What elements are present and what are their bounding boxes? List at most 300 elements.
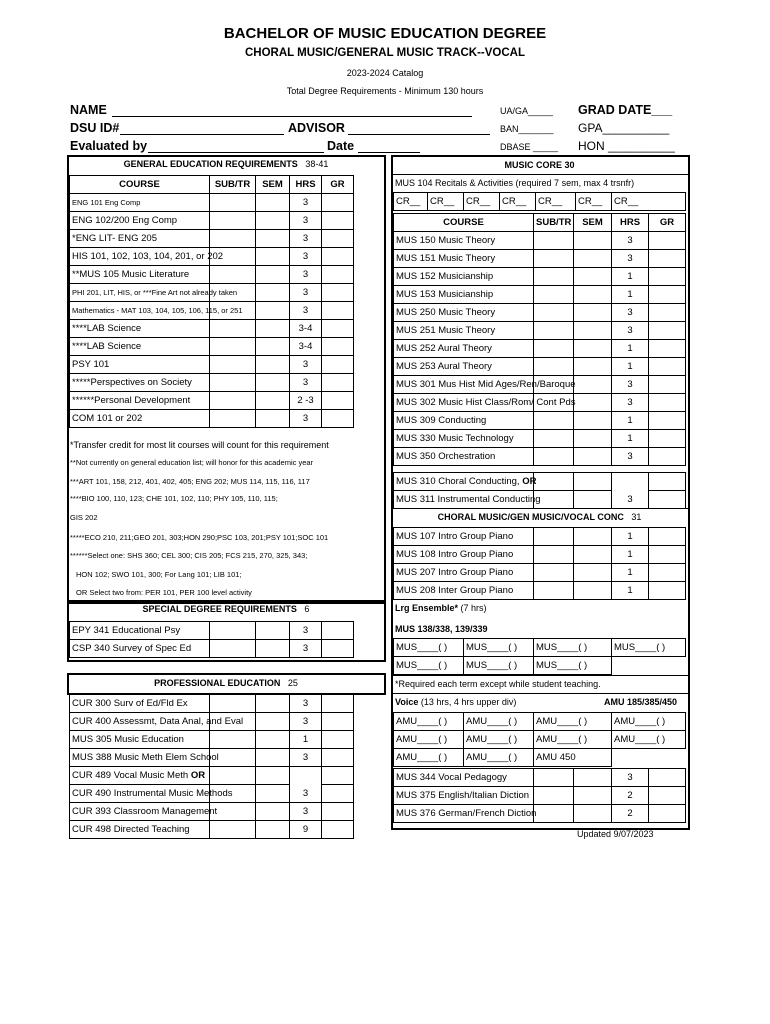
table-row — [70, 622, 354, 640]
col-subtr: SUB/TR — [210, 176, 256, 194]
sem-cell[interactable] — [256, 338, 290, 356]
sem-cell[interactable] — [256, 767, 290, 785]
table-row — [70, 785, 354, 803]
or-text: OR — [190, 770, 206, 781]
sem-cell[interactable] — [574, 491, 612, 509]
subtr-cell[interactable] — [210, 392, 256, 410]
sem-cell[interactable] — [256, 320, 290, 338]
gr-cell[interactable] — [649, 358, 686, 376]
ensemble-courses: MUS 138/338, 139/339 — [395, 624, 488, 634]
table-row — [394, 304, 686, 322]
gr-cell[interactable] — [322, 695, 354, 713]
gr-cell[interactable] — [322, 356, 354, 374]
course-cell: ENG 102/200 Eng Comp — [70, 212, 210, 230]
footnote: OR Select two from: PER 101, PER 100 level activity — [76, 588, 252, 597]
hon-label: HON — [578, 139, 605, 153]
hrs-cell: 1 — [612, 412, 649, 430]
subtr-cell[interactable] — [534, 358, 574, 376]
gr-cell[interactable] — [649, 232, 686, 250]
subtr-cell[interactable] — [210, 230, 256, 248]
sem-cell[interactable] — [256, 640, 290, 658]
course-cell: *ENG LIT- ENG 205 — [70, 230, 210, 248]
course-cell: MUS 330 Music Technology — [394, 430, 534, 448]
subtr-cell[interactable] — [534, 564, 574, 582]
gr-cell[interactable] — [322, 767, 354, 785]
hrs-cell: 3 — [290, 248, 322, 266]
sem-cell[interactable] — [256, 410, 290, 428]
gr-cell[interactable] — [649, 286, 686, 304]
course-cell: MUS 250 Music Theory — [394, 304, 534, 322]
table-row — [70, 374, 354, 392]
subtr-cell[interactable] — [534, 582, 574, 600]
table-row — [394, 376, 686, 394]
prof-title-text: PROFESSIONAL EDUCATION — [154, 678, 281, 688]
dsu-label: DSU ID# — [70, 121, 120, 135]
piano-table — [393, 527, 686, 600]
amu-entry[interactable]: AMU____( ) — [534, 713, 612, 731]
subtr-cell[interactable] — [534, 412, 574, 430]
sem-cell[interactable] — [574, 564, 612, 582]
pedagogy-table — [393, 768, 686, 823]
col-sem: SEM — [574, 214, 612, 232]
amu-entry[interactable]: AMU 450 — [534, 749, 612, 767]
subtr-cell[interactable] — [210, 374, 256, 392]
sem-cell[interactable] — [574, 268, 612, 286]
gr-cell[interactable] — [322, 374, 354, 392]
footnote: GIS 202 — [70, 513, 98, 522]
table-row — [394, 787, 686, 805]
amu-entry[interactable]: AMU____( ) — [464, 731, 534, 749]
gr-cell[interactable] — [649, 473, 686, 491]
course-cell: ******Personal Development — [70, 392, 210, 410]
table-row — [70, 338, 354, 356]
sem-cell[interactable] — [256, 248, 290, 266]
hrs-cell: 3 — [290, 212, 322, 230]
sem-cell[interactable] — [574, 787, 612, 805]
table-row — [70, 767, 354, 785]
subtr-cell[interactable] — [534, 322, 574, 340]
special-title-text: SPECIAL DEGREE REQUIREMENTS — [142, 604, 297, 614]
subtr-cell[interactable] — [534, 769, 574, 787]
gr-cell[interactable] — [322, 640, 354, 658]
gr-cell[interactable] — [649, 430, 686, 448]
course-cell — [70, 767, 210, 785]
gr-cell[interactable] — [649, 448, 686, 466]
subtr-cell[interactable] — [534, 232, 574, 250]
cr-cell[interactable]: CR__ — [464, 193, 500, 211]
sem-cell[interactable] — [256, 749, 290, 767]
sem-cell[interactable] — [574, 805, 612, 823]
hrs-cell: 1 — [612, 430, 649, 448]
sem-cell[interactable] — [256, 622, 290, 640]
subtr-cell[interactable] — [534, 473, 574, 491]
subtr-cell[interactable] — [210, 266, 256, 284]
advisor-line — [348, 134, 490, 135]
cr-cell[interactable]: CR__ — [394, 193, 428, 211]
amu-entry[interactable]: AMU____( ) — [464, 749, 534, 767]
gr-cell[interactable] — [649, 546, 686, 564]
sem-cell[interactable] — [574, 340, 612, 358]
sem-cell[interactable] — [256, 374, 290, 392]
amu-entry[interactable]: AMU____( ) — [612, 713, 686, 731]
required-note: *Required each term except while student teaching. — [395, 679, 601, 689]
subtr-cell[interactable] — [534, 286, 574, 304]
evaluated-field[interactable] — [70, 139, 147, 153]
course-cell: MUS 107 Intro Group Piano — [394, 528, 534, 546]
gr-cell[interactable] — [649, 412, 686, 430]
grad-date-label: GRAD DATE — [578, 103, 652, 117]
dsu-line — [120, 134, 284, 135]
course-cell: CUR 490 Instrumental Music Methods — [70, 785, 210, 803]
ensemble-entry[interactable]: MUS____( ) — [464, 639, 534, 657]
gr-cell[interactable] — [649, 322, 686, 340]
gr-cell[interactable] — [322, 248, 354, 266]
hrs-cell: 1 — [612, 564, 649, 582]
subtr-cell[interactable] — [534, 546, 574, 564]
ensemble-entry[interactable]: MUS____( ) — [534, 657, 612, 675]
hrs-cell — [290, 767, 322, 785]
gr-cell[interactable] — [649, 769, 686, 787]
sem-cell[interactable] — [256, 356, 290, 374]
sem-cell[interactable] — [574, 358, 612, 376]
hrs-cell: 1 — [612, 528, 649, 546]
hrs-cell: 1 — [612, 358, 649, 376]
sem-cell[interactable] — [256, 785, 290, 803]
dsu-field[interactable] — [70, 121, 119, 135]
hrs-cell: 1 — [612, 286, 649, 304]
hrs-cell: 3-4 — [290, 338, 322, 356]
sem-cell[interactable] — [256, 230, 290, 248]
amu-label: AMU 185/385/450 — [604, 697, 678, 707]
subtr-cell[interactable] — [210, 821, 256, 839]
col-hrs: HRS — [290, 176, 322, 194]
sem-cell[interactable] — [574, 769, 612, 787]
hrs-cell: 3 — [290, 622, 322, 640]
recitals-label: MUS 104 Recitals & Activities (required 7 sem, max 4 trsnfr) — [395, 178, 635, 188]
dbase-field[interactable]: DBASE _____ — [500, 142, 559, 152]
date-line — [358, 152, 420, 153]
course-cell: MUS 376 German/French Diction — [394, 805, 534, 823]
ensemble-entry[interactable]: MUS____( ) — [394, 657, 464, 675]
course-cell: CUR 498 Directed Teaching — [70, 821, 210, 839]
table-row — [394, 805, 686, 823]
sem-cell[interactable] — [574, 412, 612, 430]
subtr-cell[interactable] — [210, 194, 256, 212]
subtr-cell[interactable] — [534, 528, 574, 546]
course-cell: MUS 305 Music Education — [70, 731, 210, 749]
gr-cell[interactable] — [649, 805, 686, 823]
subtr-cell[interactable] — [534, 340, 574, 358]
amu-entry[interactable]: AMU____( ) — [394, 713, 464, 731]
course-cell: MUS 344 Vocal Pedagogy — [394, 769, 534, 787]
course-text: MUS 310 Choral Conducting, — [396, 476, 520, 487]
amu-table — [393, 712, 686, 767]
sem-cell[interactable] — [256, 302, 290, 320]
subtr-cell[interactable] — [210, 767, 256, 785]
gr-cell[interactable] — [649, 304, 686, 322]
subtr-cell[interactable] — [210, 356, 256, 374]
gr-cell[interactable] — [322, 731, 354, 749]
course-cell: HIS 101, 102, 103, 104, 201, or 202 — [70, 248, 210, 266]
hrs-cell: 3 — [290, 194, 322, 212]
subtr-cell[interactable] — [210, 410, 256, 428]
footnote: ***ART 101, 158, 212, 401, 402, 405; ENG 202; MUS 114, 115, 116, 117 — [70, 477, 310, 486]
date-field[interactable] — [327, 139, 354, 153]
amu-entry[interactable]: AMU____( ) — [612, 731, 686, 749]
subtr-cell[interactable] — [534, 805, 574, 823]
hrs-cell: 3 — [290, 266, 322, 284]
gr-cell[interactable] — [322, 230, 354, 248]
sem-cell[interactable] — [574, 430, 612, 448]
gr-cell[interactable] — [322, 212, 354, 230]
ensemble-entry[interactable]: MUS____( ) — [612, 639, 686, 657]
course-cell: ****LAB Science — [70, 320, 210, 338]
sem-cell[interactable] — [574, 232, 612, 250]
footnote: HON 102; SWO 101, 300; For Lang 101; LIB 101; — [76, 570, 242, 579]
sem-cell[interactable] — [256, 212, 290, 230]
subtr-cell[interactable] — [210, 622, 256, 640]
uaga-field[interactable]: UA/GA_____ — [500, 106, 554, 116]
amu-entry[interactable]: AMU____( ) — [534, 731, 612, 749]
course-cell: MUS 108 Intro Group Piano — [394, 546, 534, 564]
table-row — [394, 639, 686, 657]
ensemble-entry[interactable]: MUS____( ) — [464, 657, 534, 675]
voice-hours: (13 hrs, 4 hrs upper div) — [420, 697, 517, 707]
ensemble-label — [395, 603, 487, 613]
hon-field[interactable]: HON __________ — [578, 139, 675, 153]
empty-cell — [612, 749, 686, 767]
gen-ed-title — [70, 158, 382, 170]
course-cell: Mathematics - MAT 103, 104, 105, 106, 115, or 251 — [70, 302, 210, 320]
subtr-cell[interactable] — [534, 268, 574, 286]
page-title: BACHELOR OF MUSIC EDUCATION DEGREE — [223, 25, 547, 42]
sem-cell[interactable] — [256, 821, 290, 839]
divider — [391, 693, 688, 694]
hrs-cell: 2 -3 — [290, 392, 322, 410]
col-subtr: SUB/TR — [534, 214, 574, 232]
cr-cell[interactable]: CR__ — [612, 193, 686, 211]
gr-cell[interactable] — [322, 622, 354, 640]
gpa-label: GPA — [578, 121, 603, 135]
table-row — [70, 803, 354, 821]
gr-cell[interactable] — [322, 392, 354, 410]
gr-cell[interactable] — [649, 268, 686, 286]
sem-cell[interactable] — [256, 731, 290, 749]
cr-cell[interactable]: CR__ — [576, 193, 612, 211]
sem-cell[interactable] — [256, 803, 290, 821]
gr-cell[interactable] — [649, 491, 686, 509]
subtr-cell[interactable] — [534, 304, 574, 322]
sem-cell[interactable] — [574, 448, 612, 466]
ban-field[interactable]: BAN_______ — [500, 124, 554, 134]
course-cell: CUR 393 Classroom Management — [70, 803, 210, 821]
table-row — [394, 657, 686, 675]
gr-cell[interactable] — [322, 785, 354, 803]
sem-cell[interactable] — [256, 713, 290, 731]
voice-text: Voice — [395, 697, 419, 707]
sem-cell[interactable] — [574, 286, 612, 304]
course-cell: MUS 207 Intro Group Piano — [394, 564, 534, 582]
table-row — [394, 491, 686, 509]
course-cell: PHI 201, LIT, HIS, or ***Fine Art not already taken — [70, 284, 210, 302]
cr-cell[interactable]: CR__ — [500, 193, 536, 211]
divider — [391, 174, 688, 175]
gen-ed-title-text: GENERAL EDUCATION REQUIREMENTS — [123, 159, 298, 169]
footnote: *Transfer credit for most lit courses will count for this requirement — [70, 440, 329, 450]
subtr-cell[interactable] — [534, 250, 574, 268]
hrs-cell: 3 — [290, 695, 322, 713]
col-course: COURSE — [70, 176, 210, 194]
table-row — [394, 250, 686, 268]
grad-date-field[interactable]: GRAD DATE___ — [578, 103, 673, 117]
empty-cell — [612, 657, 686, 675]
name-line — [112, 116, 472, 117]
subtr-cell[interactable] — [210, 212, 256, 230]
subtr-cell[interactable] — [210, 695, 256, 713]
gr-cell[interactable] — [649, 564, 686, 582]
course-cell: MUS 252 Aural Theory — [394, 340, 534, 358]
footnote: *****ECO 210, 211;GEO 201, 303;HON 290;PSC 103, 201;PSY 101;SOC 101 — [70, 533, 329, 542]
sem-cell[interactable] — [256, 284, 290, 302]
sem-cell[interactable] — [256, 194, 290, 212]
table-row — [70, 640, 354, 658]
gr-cell[interactable] — [322, 410, 354, 428]
name-field[interactable] — [70, 103, 107, 117]
col-hrs: HRS — [612, 214, 649, 232]
hrs-cell: 3 — [290, 410, 322, 428]
evaluated-line — [148, 152, 324, 153]
sem-cell[interactable] — [574, 322, 612, 340]
sem-cell[interactable] — [574, 546, 612, 564]
hrs-cell: 3 — [290, 749, 322, 767]
hrs-cell: 2 — [612, 787, 649, 805]
subtr-cell[interactable] — [534, 787, 574, 805]
sem-cell[interactable] — [256, 695, 290, 713]
table-row — [70, 356, 354, 374]
hrs-cell: 3 — [290, 230, 322, 248]
uaga-label: UA/GA — [500, 106, 529, 116]
course-cell: MUS 152 Musicianship — [394, 268, 534, 286]
hrs-cell: 3 — [290, 356, 322, 374]
gr-cell[interactable] — [322, 266, 354, 284]
table-row — [70, 713, 354, 731]
ensemble-table — [393, 638, 686, 675]
subtr-cell[interactable] — [210, 320, 256, 338]
gr-cell[interactable] — [649, 582, 686, 600]
gr-cell[interactable] — [322, 302, 354, 320]
course-cell: ENG 101 Eng Comp — [70, 194, 210, 212]
cr-cell[interactable]: CR__ — [536, 193, 576, 211]
amu-entry[interactable]: AMU____( ) — [464, 713, 534, 731]
hrs-cell: 3 — [612, 304, 649, 322]
table-row — [70, 302, 354, 320]
advisor-field[interactable] — [288, 121, 345, 135]
ensemble-entry[interactable]: MUS____( ) — [394, 639, 464, 657]
sem-cell[interactable] — [574, 250, 612, 268]
sem-cell[interactable] — [574, 473, 612, 491]
sem-cell[interactable] — [574, 528, 612, 546]
gr-cell[interactable] — [649, 787, 686, 805]
hrs-cell: 2 — [612, 805, 649, 823]
advisor-label: ADVISOR — [288, 121, 345, 135]
course-cell: ****LAB Science — [70, 338, 210, 356]
course-cell: MUS 301 Mus Hist Mid Ages/Ren/Baroque — [394, 376, 534, 394]
gr-cell[interactable] — [649, 250, 686, 268]
sem-cell[interactable] — [574, 582, 612, 600]
hrs-cell: 1 — [612, 582, 649, 600]
gr-cell[interactable] — [322, 338, 354, 356]
table-row — [70, 284, 354, 302]
prof-hours: 25 — [287, 678, 298, 688]
hrs-cell: 9 — [290, 821, 322, 839]
amu-entry[interactable]: AMU____( ) — [394, 749, 464, 767]
gr-cell[interactable] — [322, 821, 354, 839]
subtr-cell[interactable] — [210, 338, 256, 356]
gr-cell[interactable] — [649, 340, 686, 358]
subtr-cell[interactable] — [534, 448, 574, 466]
hrs-cell: 3 — [290, 374, 322, 392]
subtr-cell[interactable] — [210, 731, 256, 749]
ban-label: BAN — [500, 124, 519, 134]
sem-cell[interactable] — [574, 304, 612, 322]
course-cell: MUS 208 Inter Group Piano — [394, 582, 534, 600]
ensemble-entry[interactable]: MUS____( ) — [534, 639, 612, 657]
gen-ed-table — [69, 175, 354, 428]
choral-title — [391, 511, 688, 523]
gr-cell[interactable] — [649, 394, 686, 412]
table-row — [394, 473, 686, 491]
hrs-cell: 3 — [290, 803, 322, 821]
hrs-cell: 3 — [612, 769, 649, 787]
course-cell: MUS 388 Music Meth Elem School — [70, 749, 210, 767]
course-cell: MUS 350 Orchestration — [394, 448, 534, 466]
course-cell: CUR 300 Surv of Ed/Fld Ex — [70, 695, 210, 713]
gr-cell[interactable] — [322, 713, 354, 731]
table-row — [394, 713, 686, 731]
table-row — [70, 320, 354, 338]
table-row — [70, 410, 354, 428]
gr-cell[interactable] — [322, 320, 354, 338]
sem-cell[interactable] — [574, 394, 612, 412]
gr-cell[interactable] — [322, 803, 354, 821]
sem-cell[interactable] — [574, 376, 612, 394]
special-table — [69, 621, 354, 658]
gr-cell[interactable] — [322, 284, 354, 302]
hrs-cell: 3 — [612, 232, 649, 250]
gr-cell[interactable] — [649, 528, 686, 546]
sem-cell[interactable] — [256, 266, 290, 284]
subtr-cell[interactable] — [534, 430, 574, 448]
amu-entry[interactable]: AMU____( ) — [394, 731, 464, 749]
hrs-cell: 3 — [612, 394, 649, 412]
course-cell: MUS 253 Aural Theory — [394, 358, 534, 376]
gpa-field[interactable]: GPA__________ — [578, 121, 670, 135]
table-row — [70, 248, 354, 266]
dbase-label: DBASE — [500, 142, 531, 152]
sem-cell[interactable] — [256, 392, 290, 410]
course-cell: MUS 309 Conducting — [394, 412, 534, 430]
course-cell: MUS 375 English/Italian Diction — [394, 787, 534, 805]
gr-cell[interactable] — [322, 749, 354, 767]
cr-cell[interactable]: CR__ — [428, 193, 464, 211]
special-title — [70, 603, 382, 615]
course-cell: CSP 340 Survey of Spec Ed — [70, 640, 210, 658]
course-cell: MUS 150 Music Theory — [394, 232, 534, 250]
table-row — [394, 340, 686, 358]
gr-cell[interactable] — [322, 194, 354, 212]
gr-cell[interactable] — [649, 376, 686, 394]
subtr-cell[interactable] — [210, 640, 256, 658]
